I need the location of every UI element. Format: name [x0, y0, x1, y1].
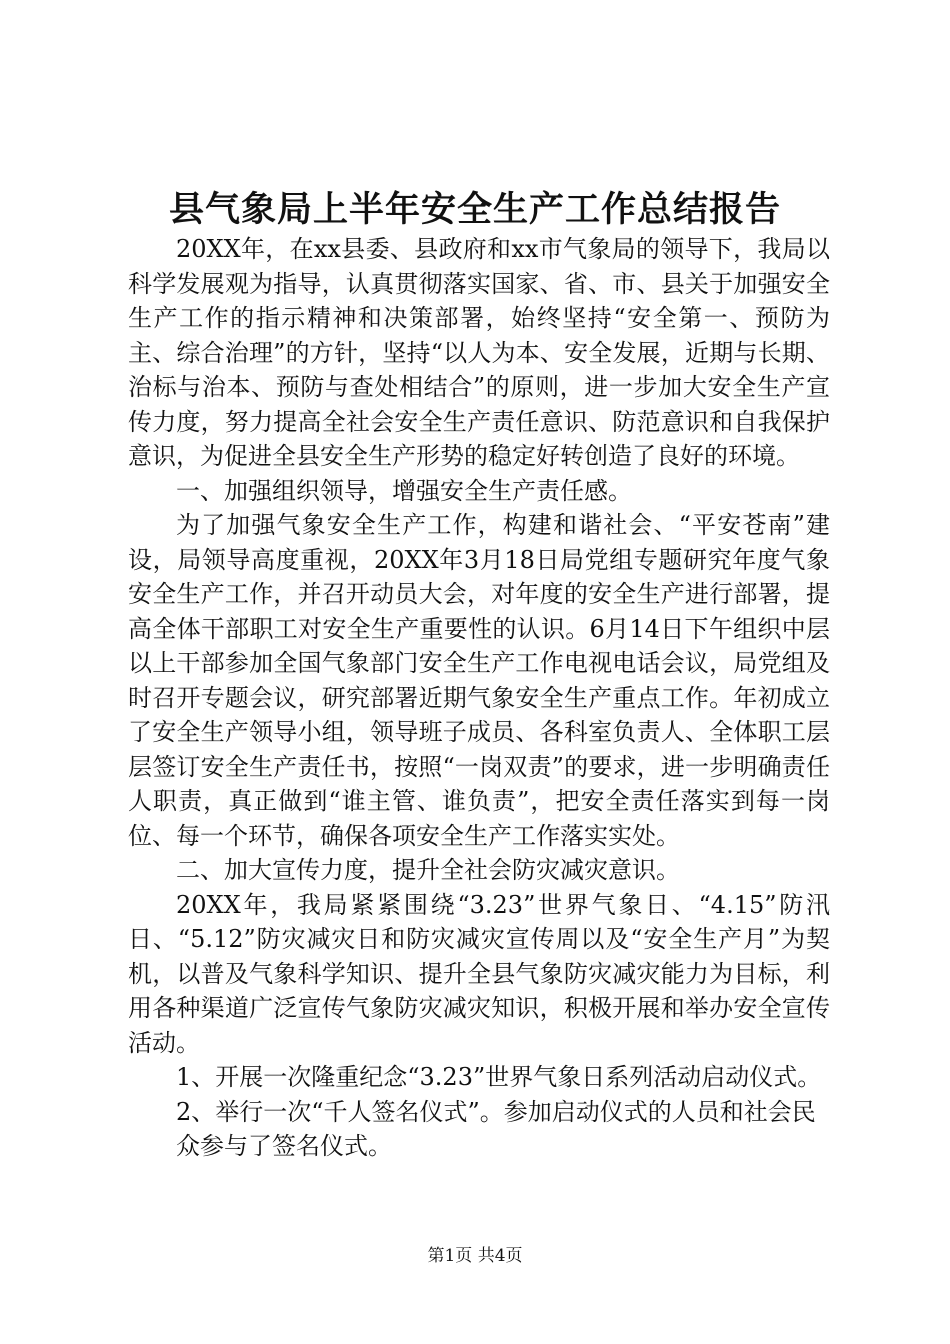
- document-body: [128, 232, 830, 1164]
- section-heading-2: 二、加大宣传力度，提升全社会防灾减灾意识。: [176, 856, 680, 884]
- paragraph-section-2: 20XX年，我局紧紧围绕“3.23”世界气象日、“4.15”防汛日、“5.12”防灾减灾日和防灾减灾宣传周以及“安全生产月”为契机，以普及气象科学知识、提升全县气象防灾减灾能力为目标，利用各种渠道广泛宣传气象防灾减灾知识，积极开展和举办安全宣传活动。: [128, 890, 830, 1057]
- list-item-2-continuation: 众参与了签名仪式。: [176, 1132, 392, 1160]
- paragraph-intro: 20XX年，在xx县委、县政府和xx市气象局的领导下，我局以科学发展观为指导，认真贯彻落实国家、省、市、县关于加强安全生产工作的指示精神和决策部署，始终坚持“安全第一、预防为主、综合治理”的方针，坚持“以人为本、安全发展，近期与长期、治标与治本、预防与查处相结合”的原则，进一步加大安全生产宣传力度，努力提高全社会安全生产责任意识、防范意识和自我保护意识，为促进全县安全生产形势的稳定好转创造了良好的环境。: [128, 235, 830, 470]
- document-title: 县气象局上半年安全生产工作总结报告: [168, 189, 781, 230]
- section-heading-1: 一、加强组织领导，增强安全生产责任感。: [176, 476, 632, 505]
- page-number: 第1页 共4页: [427, 1246, 523, 1266]
- list-item-1: 1、开展一次隆重纪念“3.23”世界气象日系列活动启动仪式。: [176, 1063, 822, 1091]
- list-item-2: 2、举行一次“千人签名仪式”。参加启动仪式的人员和社会民: [176, 1097, 816, 1126]
- paragraph-section-1: 为了加强气象安全生产工作，构建和谐社会、“平安苍南”建设，局领导高度重视，20XX年3月18日局党组专题研究年度气象安全生产工作，并召开动员大会，对年度的安全生产进行部署，提高全体干部职工对安全生产重要性的认识。6月14日下午组织中层以上干部参加全国气象部门安全生产工作电视电话会议，局党组及时召开专题会议，研究部署近期气象安全生产重点工作。年初成立了安全生产领导小组，领导班子成员、各科室负责人、全体职工层层签订安全生产责任书，按照“一岗双责”的要求，进一步明确责任人职责，真正做到“谁主管、谁负责”，把安全责任落实到每一岗位、每一个环节，确保各项安全生产工作落实实处。: [128, 511, 830, 850]
